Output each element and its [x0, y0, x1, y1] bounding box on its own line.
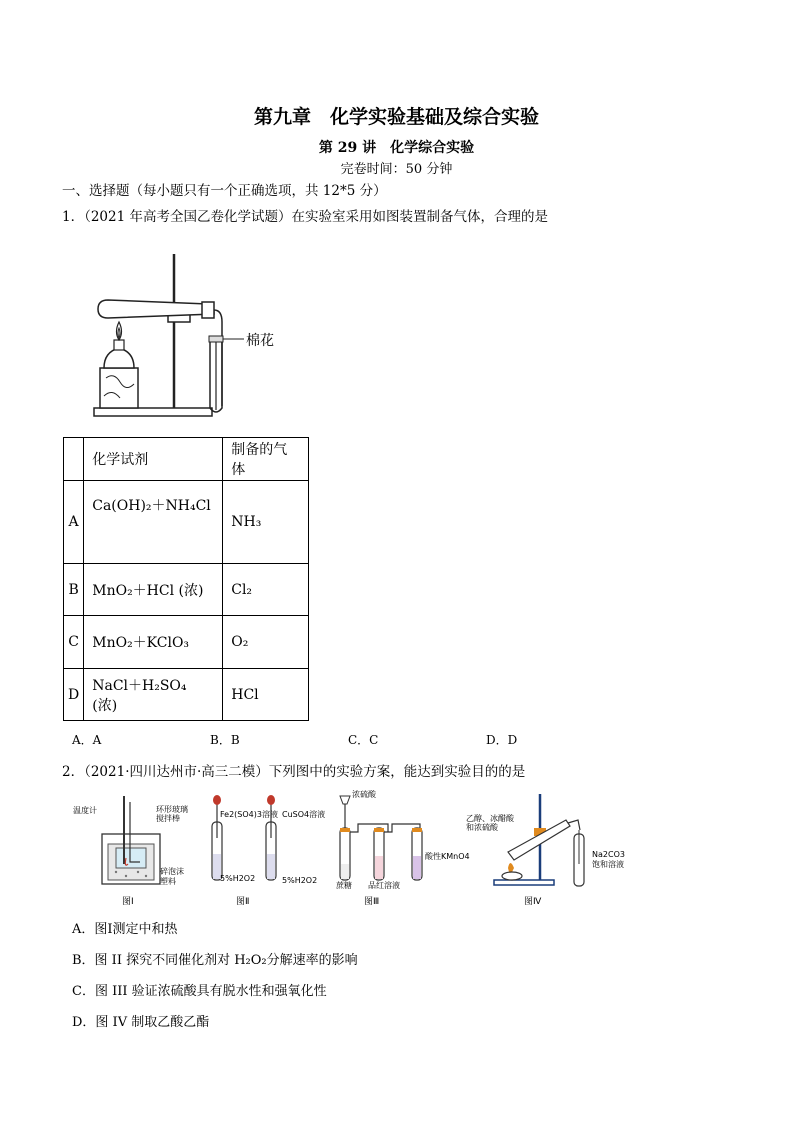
table-corner-cell: [64, 438, 84, 481]
header-gas: 制备的气体: [223, 438, 309, 481]
label-stirrer-1: 环形玻璃: [156, 805, 188, 814]
row-reagent: NaCl＋H₂SO₄ (浓): [84, 669, 223, 721]
row-letter: C: [64, 616, 84, 669]
row-reagent: MnO₂＋KClO₃: [84, 616, 223, 669]
question-1-stem: 1．（2021 年高考全国乙卷化学试题）在实验室采用如图装置制备气体，合理的是: [62, 209, 548, 225]
label-foam-2: 塑料: [160, 877, 176, 886]
table-header-row: [64, 438, 309, 481]
table-row: [64, 564, 309, 616]
row-letter: B: [64, 564, 84, 616]
exam-time: 完卷时间：50 分钟: [340, 162, 453, 177]
q2-option-a[interactable]: A．图Ⅰ测定中和热: [72, 922, 178, 937]
row-letter: A: [64, 481, 84, 564]
q2-figure-4: [488, 790, 598, 890]
caption-fig-1: 图Ⅰ: [122, 897, 134, 907]
label-foam-1: 碎泡沫: [160, 867, 184, 876]
label-conc-acid: 浓硫酸: [352, 790, 376, 799]
caption-fig-3: 图Ⅲ: [364, 897, 380, 907]
row-gas: O₂: [223, 616, 309, 669]
label-stirrer-2: 搅拌棒: [156, 814, 180, 823]
q1-choice-d[interactable]: D．D: [486, 733, 518, 747]
question-2-stem: 2．（2021·四川达州市·高三二模）下列图中的实验方案，能达到实验目的的是: [62, 764, 526, 780]
label-thermometer: 温度计: [73, 806, 97, 815]
chapter-title: 第九章 化学实验基础及综合实验: [253, 106, 539, 128]
label-na2co3-2: 饱和溶液: [592, 860, 624, 869]
label-cu-solution: CuSO4溶液: [282, 810, 326, 819]
cotton-label: 棉花: [246, 333, 274, 349]
row-gas: Cl₂: [223, 564, 309, 616]
q2-option-c[interactable]: C．图 III 验证浓硫酸具有脱水性和强氧化性: [72, 984, 327, 999]
row-gas: HCl: [223, 669, 309, 721]
label-h2o2-b: 5%H2O2: [282, 876, 318, 885]
q1-reagent-table: [63, 437, 309, 721]
label-kmno4: 酸性KMnO4: [425, 852, 470, 861]
q1-choice-b[interactable]: B．B: [210, 733, 240, 747]
q1-choice-a[interactable]: A．A: [72, 733, 102, 747]
label-ester-2: 和浓硫酸: [466, 823, 498, 832]
label-ester-1: 乙醇、冰醋酸: [466, 814, 514, 823]
label-fe-solution: Fe2(SO4)3溶液: [220, 810, 278, 819]
table-row: [64, 481, 309, 564]
label-pinhong: 品红溶液: [368, 881, 400, 890]
table-row: [64, 669, 309, 721]
q2-option-d[interactable]: D．图 IV 制取乙酸乙酯: [72, 1015, 210, 1030]
q2-option-b[interactable]: B．图 II 探究不同催化剂对 H₂O₂分解速率的影响: [72, 953, 358, 968]
q2-figure-3: [330, 784, 430, 884]
label-sucrose: 蔗糖: [336, 881, 352, 890]
lecture-title: 第 29 讲 化学综合实验: [318, 140, 475, 156]
row-letter: D: [64, 669, 84, 721]
q1-choice-c[interactable]: C．C: [348, 733, 379, 747]
row-reagent: MnO₂＋HCl (浓): [84, 564, 223, 616]
q1-apparatus-figure: [88, 248, 308, 424]
caption-fig-4: 图Ⅳ: [524, 897, 542, 907]
header-reagent: 化学试剂: [84, 438, 223, 481]
section-heading: 一、选择题（每小题只有一个正确选项，共 12*5 分）: [62, 183, 387, 199]
table-row: [64, 616, 309, 669]
row-reagent: Ca(OH)₂＋NH₄Cl: [84, 481, 223, 564]
label-na2co3-1: Na2CO3: [592, 850, 625, 859]
row-gas: NH₃: [223, 481, 309, 564]
caption-fig-2: 图Ⅱ: [236, 897, 250, 907]
label-h2o2-a: 5%H2O2: [220, 874, 256, 883]
